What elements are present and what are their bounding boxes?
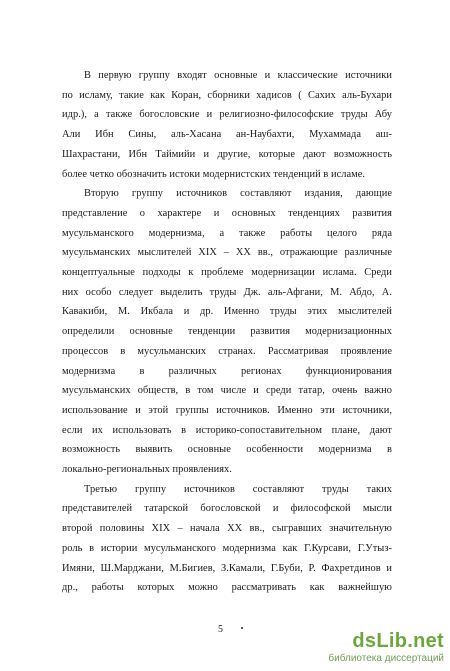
site-watermark[interactable] xyxy=(312,630,444,665)
text-line: др., работы которых можно рассматривать как важнейшую xyxy=(62,582,392,594)
paragraph-1 xyxy=(62,66,392,184)
text-line: более четко обозначить истоки модернистских тенденций в исламе. xyxy=(62,168,366,180)
text-line: мусульманских обществ, в том числе и среди татар, очень важно xyxy=(62,385,392,397)
text-line: процессов в мусульманских странах. Рассматривая проявление xyxy=(62,345,392,357)
text-line: второй половины XIX – начала XX вв., сыгравших значительную xyxy=(62,523,392,535)
text-line: Кавакиби, М. Икбала и др. Именно труды этих мыслителей xyxy=(62,306,392,318)
text-line: Али Ибн Сины, аль-Хасана ан-Наубахти, Мухаммада аш- xyxy=(62,129,392,141)
text-line: В первую группу входят основные и классические источники xyxy=(84,70,392,81)
text-line: концептуальные подходы к проблеме модернизации ислама. Среди xyxy=(62,267,392,279)
text-line: возможность выявить основные особенности модернизма в xyxy=(62,444,392,456)
text-line: мусульманского модернизма, а также работы целого ряда xyxy=(62,227,392,239)
text-line: мусульманских мыслителей XIX – XX вв., отражающие различные xyxy=(62,247,392,259)
page-number: 5 xyxy=(218,624,223,635)
text-line: по исламу, такие как Коран, сборники хадисов ( Сахих аль-Бухари xyxy=(62,89,392,101)
watermark-subtitle: библиотека диссертаций xyxy=(328,653,444,664)
text-line: роль в истории мусульманского модернизма как Г.Курсави, Г.Утыз- xyxy=(62,542,392,554)
text-line: если их использовать в историко-сопоставительном плане, дают xyxy=(62,424,392,436)
scan-artifact xyxy=(241,627,243,629)
body-text xyxy=(62,66,392,598)
logo-part-lib: Lib xyxy=(376,630,408,652)
text-line: Шахрастани, Ибн Таймийи и другие, которые дают возможность xyxy=(62,148,392,160)
watermark-logo xyxy=(312,630,444,652)
paragraph-2 xyxy=(62,184,392,480)
text-line: Имяни, Ш.Марджани, М.Бигиев, З.Камали, Г.Буби, Р. Фахретдинов и xyxy=(62,562,392,574)
text-line: определили основные тенденции развития модернизационных xyxy=(62,326,392,338)
text-line: представителей татарской богословской и философской мысли xyxy=(62,503,392,515)
logo-part-ds: ds xyxy=(352,630,377,652)
paragraph-3 xyxy=(62,480,392,598)
text-line: Третью группу источников составляют труды таких xyxy=(84,483,392,495)
logo-part-net: .net xyxy=(407,630,444,652)
text-line: Вторую группу источников составляют издания, дающие xyxy=(84,188,392,200)
text-line: них особо следует выделить труды Дж. аль-Афгани, М. Абдо, А. xyxy=(62,286,392,298)
text-line: модернизма в различных регионах функционирования xyxy=(62,365,392,377)
text-line: идр.), а также богословские и религиозно-философские труды Абу xyxy=(62,109,392,121)
text-line: использование и этой группы источников. Именно эти источники, xyxy=(62,404,392,416)
text-line: локально-региональных проявлениях. xyxy=(62,464,232,476)
text-line: представление о характере и основных тенденциях развития xyxy=(62,207,392,219)
